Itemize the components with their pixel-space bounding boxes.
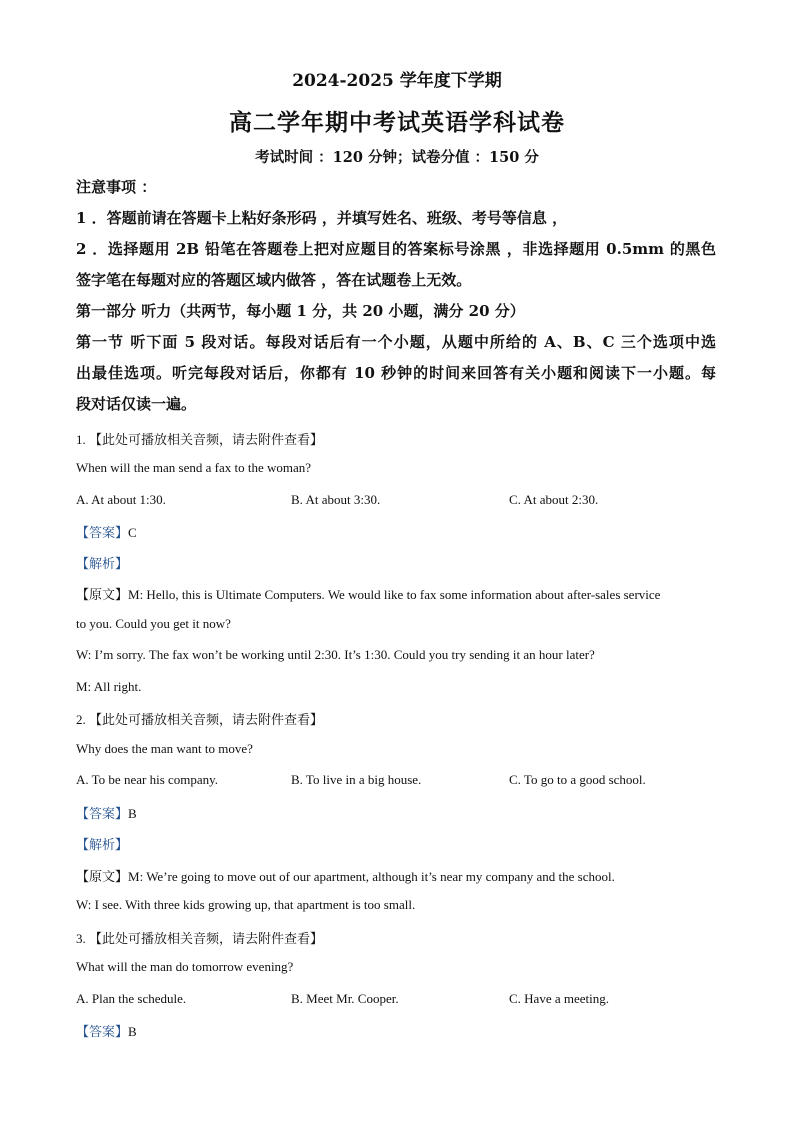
q1-analysis <box>76 553 716 572</box>
part1-heading: 第一部分 听力（共两节，每小题 1 分，共 20 小题，满分 20 分） <box>76 302 525 320</box>
q1-audio-link[interactable]: 【此处可播放相关音频，请去附件查看】 <box>89 433 324 448</box>
q1-answer-value: C <box>128 525 137 540</box>
q1-number: 1. <box>76 432 89 447</box>
q1-original-text-1: M: Hello, this is Ultimate Computers. We would like to fax some information about after-sales service <box>128 587 661 602</box>
q3-answer-value: B <box>128 1024 137 1039</box>
q2-option-b: B. To live in a big house. <box>291 772 422 787</box>
q1-option-b: B. At about 3:30. <box>291 492 381 507</box>
q1-original-line-4: M: All right. <box>76 679 142 694</box>
q1-question: When will the man send a fax to the woman? <box>76 460 312 475</box>
q3-audio-line <box>76 928 716 947</box>
q2-audio-link[interactable]: 【此处可播放相关音频，请去附件查看】 <box>89 713 324 728</box>
q2-original-line-1 <box>76 866 716 885</box>
section1-line-1: 第一节 听下面 5 段对话。每段对话后有一个小题，从题中所给的 A、B、C 三个选项中选 <box>76 333 716 351</box>
notice-item-2-line-2: 签字笔在每题对应的答题区域内做答 ，答在试题卷上无效。 <box>76 271 472 289</box>
q1-audio-line <box>76 429 716 448</box>
q2-answer-value: B <box>128 806 137 821</box>
q1-answer <box>76 522 716 541</box>
school-year-line: 2024-2025 学年度下学期 <box>292 71 502 91</box>
section1-line-3: 段对话仅读一遍。 <box>76 395 197 413</box>
q2-original-line-2: W: I see. With three kids growing up, that apartment is too small. <box>76 897 416 912</box>
q3-audio-link[interactable]: 【此处可播放相关音频，请去附件查看】 <box>89 932 324 947</box>
notice-heading: 注意事项 ： <box>76 178 157 196</box>
q3-number: 3. <box>76 931 89 946</box>
notice-item-1: 1 ．答题前请在答题卡上粘好条形码 ，并填写姓名、班级、考号等信息 ， <box>76 209 568 227</box>
q2-analysis <box>76 834 716 853</box>
q2-option-c: C. To go to a good school. <box>509 772 646 787</box>
notice-item-2-line-1: 2 ．选择题用 2B 铅笔在答题卷上把对应题目的答案标号涂黑 ，非选择题用 0.5mm 的黑色 <box>76 240 716 258</box>
q2-original-text-1: M: We’re going to move out of our apartment, although it’s near my company and the school. <box>128 869 615 884</box>
q1-original-line-2: to you. Could you get it now? <box>76 616 231 631</box>
q1-original-line-3: W: I’m sorry. The fax won’t be working until 2:30. It’s 1:30. Could you try sending it an hour later? <box>76 647 595 662</box>
analysis-label: 【解析】 <box>76 838 129 853</box>
q3-option-b: B. Meet Mr. Cooper. <box>291 991 399 1006</box>
q1-option-a: A. At about 1:30. <box>76 492 166 507</box>
answer-label: 【答案】 <box>76 807 129 822</box>
original-label: 【原文】 <box>76 588 129 603</box>
q3-option-a: A. Plan the schedule. <box>76 991 187 1006</box>
q3-answer <box>76 1021 716 1040</box>
q2-answer <box>76 803 716 822</box>
q1-original-line-1 <box>76 584 716 603</box>
q3-option-c: C. Have a meeting. <box>509 991 609 1006</box>
section1-line-2: 出最佳选项。听完每段对话后，你都有 10 秒钟的时间来回答有关小题和阅读下一小题。每 <box>76 364 716 382</box>
q2-option-a: A. To be near his company. <box>76 772 219 787</box>
q2-question: Why does the man want to move? <box>76 741 253 756</box>
answer-label: 【答案】 <box>76 1025 129 1040</box>
original-label: 【原文】 <box>76 870 129 885</box>
q2-audio-line <box>76 709 716 728</box>
q1-option-c: C. At about 2:30. <box>509 492 599 507</box>
exam-time-score: 考试时间 ：120 分钟；试卷分值 ：150 分 <box>255 149 539 166</box>
exam-title: 高二学年期中考试英语学科试卷 <box>229 109 565 136</box>
analysis-label: 【解析】 <box>76 557 129 572</box>
q2-number: 2. <box>76 712 89 727</box>
answer-label: 【答案】 <box>76 526 129 541</box>
q3-question: What will the man do tomorrow evening? <box>76 959 294 974</box>
